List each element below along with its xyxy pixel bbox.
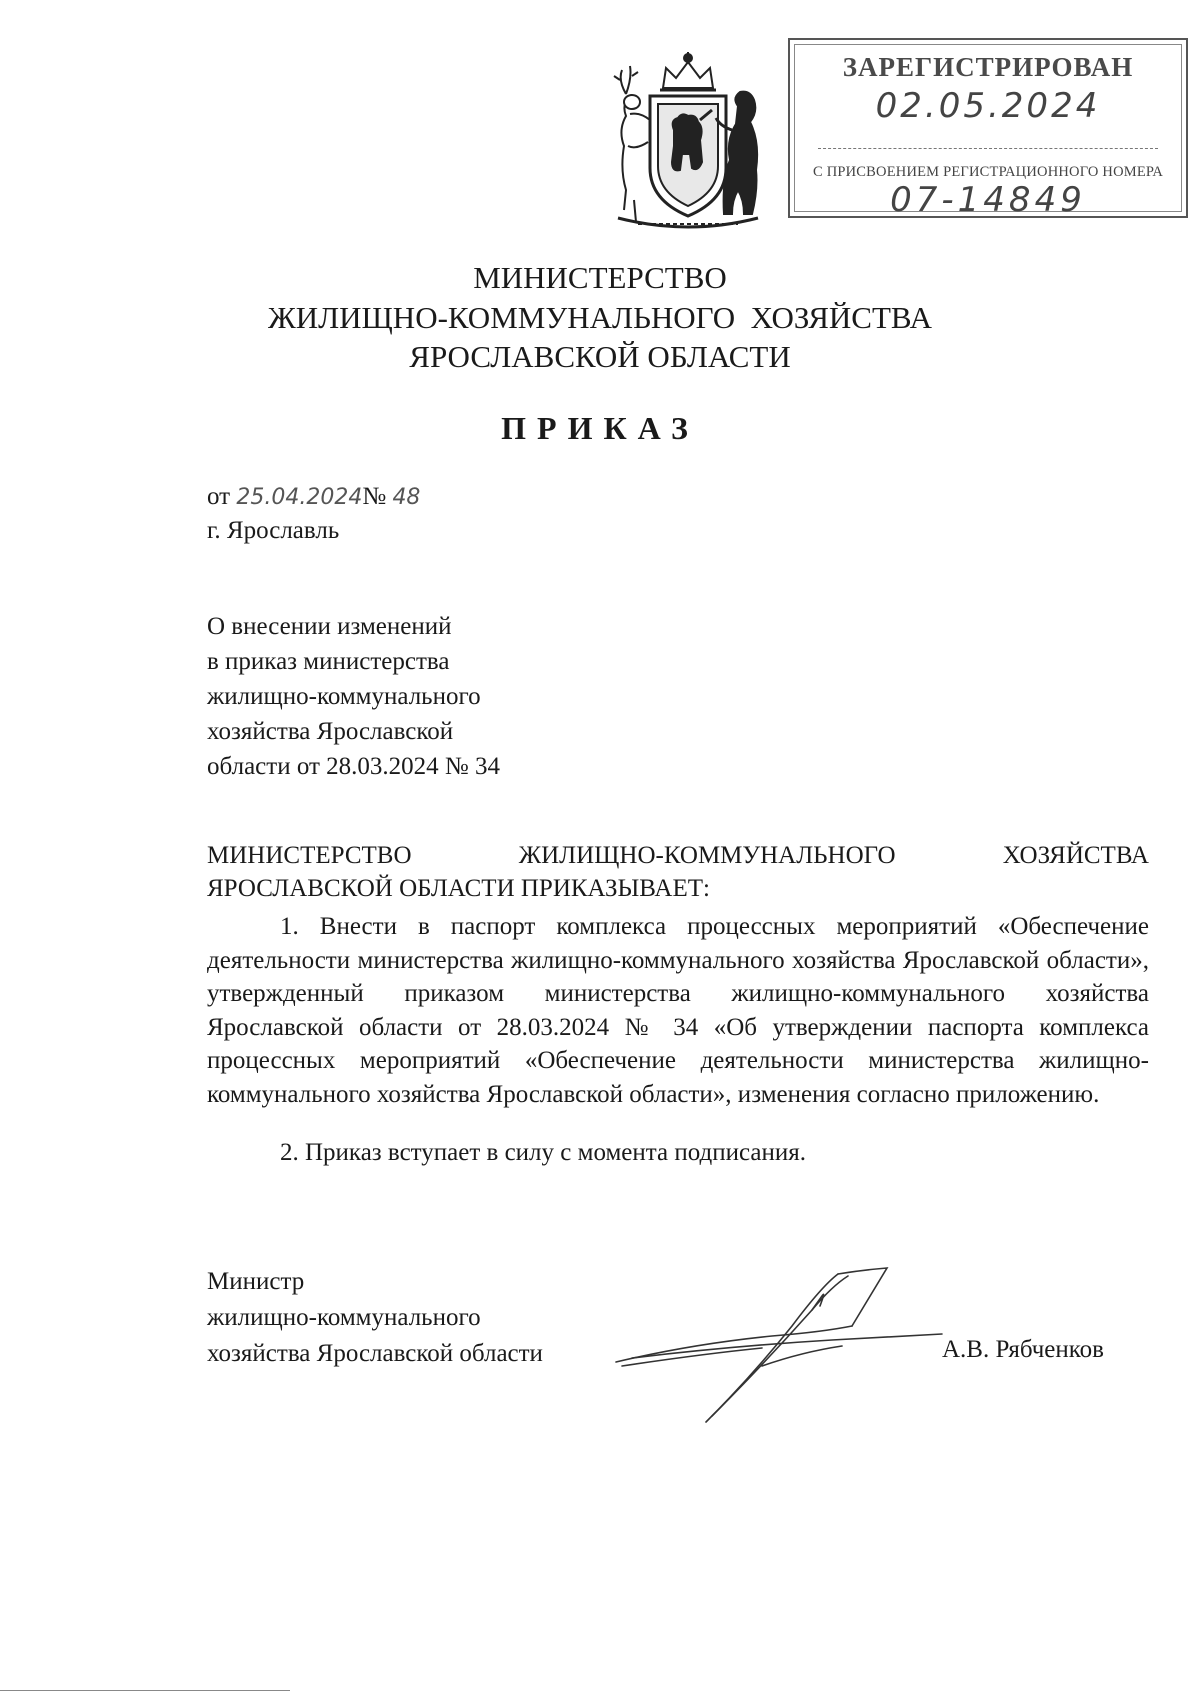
position-line: жилищно-коммунального xyxy=(207,1304,481,1331)
position-line: хозяйства Ярославской области xyxy=(207,1340,543,1367)
stamp-date: 02.05.2024 xyxy=(875,86,1101,126)
preamble-word: ХОЗЯЙСТВА xyxy=(1002,842,1149,869)
preamble-word: МИНИСТЕРСТВО xyxy=(207,842,412,869)
order-paragraph-1: 1. Внести в паспорт комплекса процессных мероприятий «Обеспечение деятельности министерства жилищно-коммунального хозяйства Ярославской области», утвержденный приказом министерства жилищно-коммунального хозяйства Ярославской области от 28.03.2024 № 34 «Об утверждении паспорта комплекса процессных мероприятий «Обеспечение деятельности министерства жилищно-коммунального хозяйства Ярославской области», изменения согласно приложению. xyxy=(207,913,1149,1108)
subject-line: О внесении изменений xyxy=(207,613,452,640)
signatory-name: А.В. Рябченков xyxy=(942,1336,1104,1363)
document-type-title: ПРИКАЗ xyxy=(501,410,699,446)
preamble-line-2: ЯРОСЛАВСКОЙ ОБЛАСТИ ПРИКАЗЫВАЕТ: xyxy=(207,875,710,902)
org-name-line-3: ЯРОСЛАВСКОЙ ОБЛАСТИ xyxy=(409,339,791,374)
handwritten-number: 48 xyxy=(392,485,421,510)
preamble xyxy=(207,839,1149,905)
handwritten-date: 25.04.2024 xyxy=(236,485,363,510)
number-sign: № xyxy=(362,483,387,510)
date-prefix: от xyxy=(207,483,231,510)
signatory-position xyxy=(207,1264,657,1372)
date-number-line xyxy=(207,480,420,514)
registration-stamp xyxy=(788,38,1188,218)
handwritten-signature xyxy=(612,1266,952,1424)
preamble-line-1 xyxy=(207,839,1149,872)
subject-line: в приказ министерства xyxy=(207,648,450,675)
stamp-divider xyxy=(818,148,1158,149)
bottom-rule xyxy=(0,1690,290,1691)
subject-line: жилищно-коммунального xyxy=(207,683,481,710)
subject-line: области от 28.03.2024 № 34 xyxy=(207,753,501,780)
subject-line: хозяйства Ярославской xyxy=(207,718,454,745)
coat-of-arms-emblem xyxy=(608,50,768,232)
order-paragraph-2: 2. Приказ вступает в силу с момента подписания. xyxy=(280,1139,806,1166)
org-name-line-2: ЖИЛИЩНО-КОММУНАЛЬНОГО ХОЗЯЙСТВА xyxy=(267,300,933,335)
stamp-title: ЗАРЕГИСТРИРОВАН xyxy=(842,52,1134,82)
stamp-registration-number: 07-14849 xyxy=(890,180,1086,220)
preamble-word: ЖИЛИЩНО-КОММУНАЛЬНОГО xyxy=(518,842,896,869)
document-subject xyxy=(207,610,567,785)
stamp-subtitle: С ПРИСВОЕНИЕМ РЕГИСТРАЦИОННОГО НОМЕРА xyxy=(813,164,1163,180)
city: г. Ярославль xyxy=(207,517,340,544)
org-name-line-1: МИНИСТЕРСТВО xyxy=(473,260,727,295)
position-line: Министр xyxy=(207,1268,305,1295)
